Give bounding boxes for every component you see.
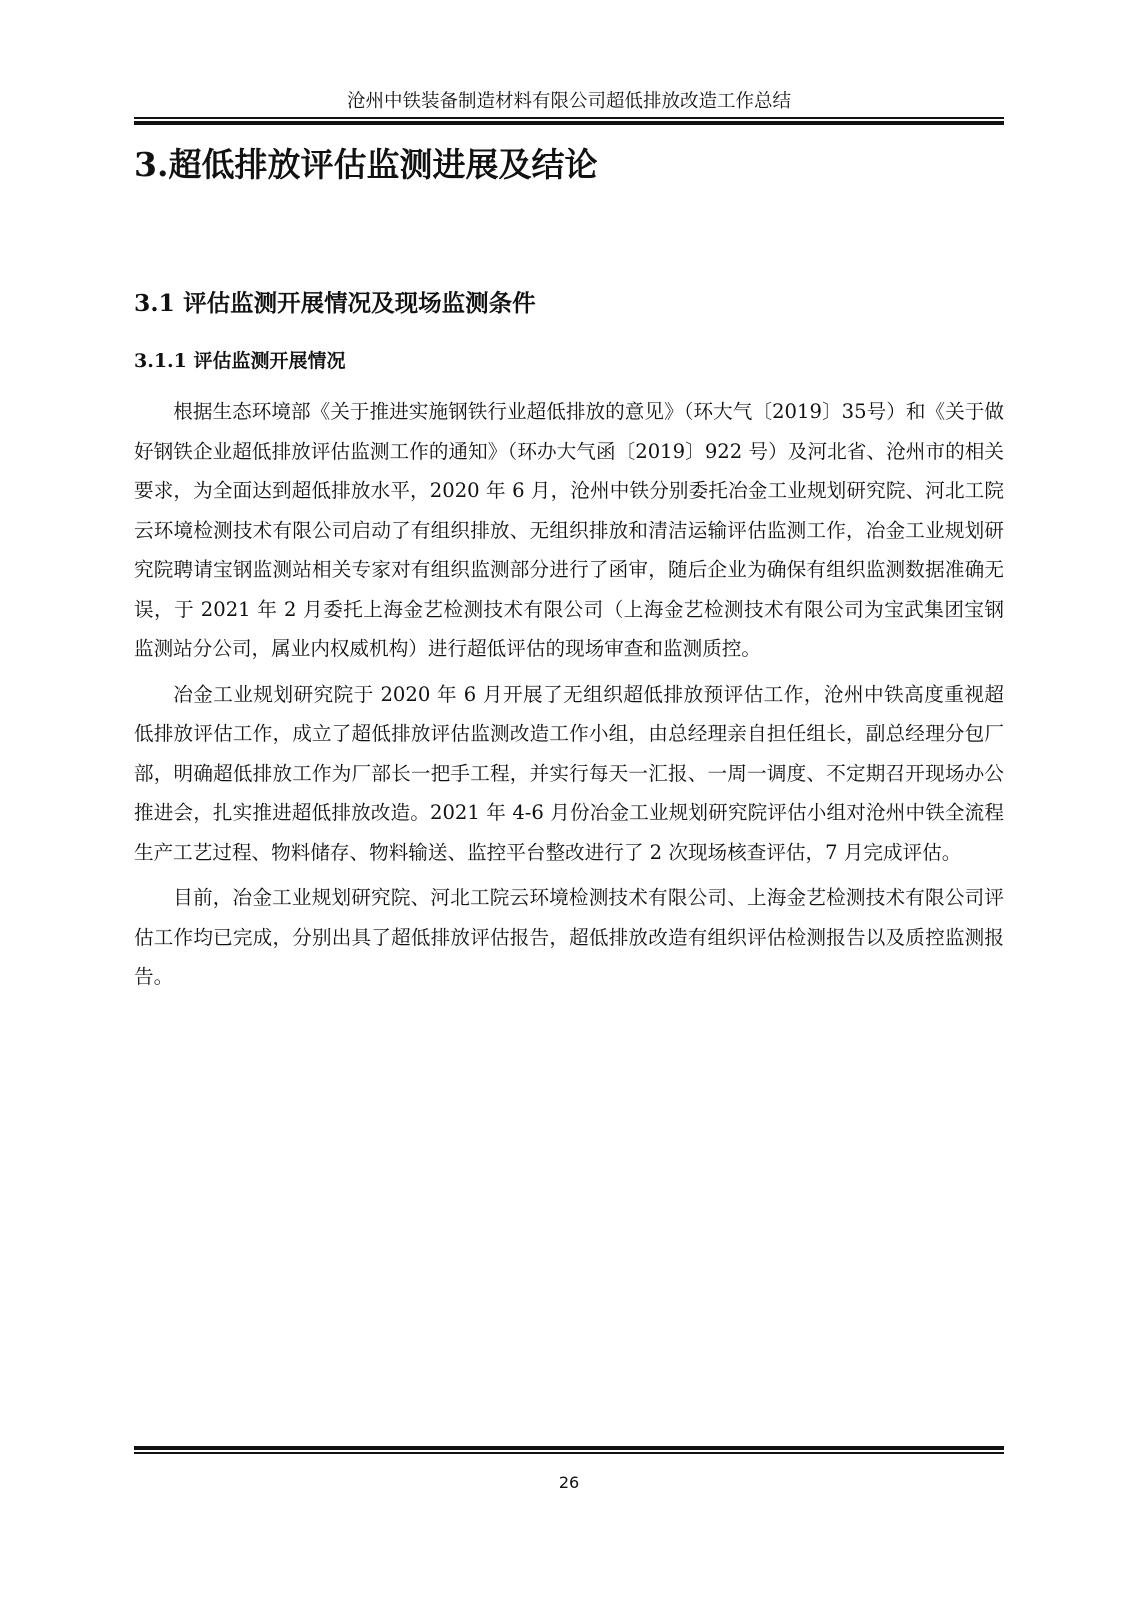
running-header: 沧州中铁装备制造材料有限公司超低排放改造工作总结 [346, 91, 791, 112]
header-rule-thin [134, 117, 1004, 119]
subsubsection-heading: 3.1.1 评估监测开展情况 [134, 350, 346, 372]
body-text [134, 392, 1004, 1003]
footer-rule-thick [134, 1446, 1004, 1450]
footer-rule-thin [134, 1452, 1004, 1454]
paragraph: 目前，冶金工业规划研究院、河北工院云环境检测技术有限公司、上海金艺检测技术有限公司评估工作均已完成，分别出具了超低排放评估报告，超低排放改造有组织评估检测报告以及质控监测报告。 [134, 886, 1004, 988]
section-heading: 3.超低排放评估监测进展及结论 [134, 145, 598, 184]
paragraph: 根据生态环境部《关于推进实施钢铁行业超低排放的意见》（环大气〔2019〕35号）和《关于做好钢铁企业超低排放评估监测工作的通知》（环办大气函〔2019〕922 号）及河北省、沧州市的相关要求，为全面达到超低排放水平，2020 年 6 月，沧州中铁分别委托冶金工业规划研究院、河北工院云环境检测技术有限公司启动了有组织排放、无组织排放和清洁运输评估监测工作，冶金工业规划研究院聘请宝钢监测站相关专家对有组织监测部分进行了函审，随后企业为确保有组织监测数据准确无误，于 2021 年 2 月委托上海金艺检测技术有限公司（上海金艺检测技术有限公司为宝武集团宝钢监测站分公司，属业内权威机构）进行超低评估的现场审查和监测质控。 [134, 400, 1004, 660]
subsection-heading: 3.1 评估监测开展情况及现场监测条件 [134, 289, 536, 317]
page-number: 26 [558, 1473, 580, 1492]
header-rule-thick [134, 121, 1004, 125]
paragraph: 冶金工业规划研究院于 2020 年 6 月开展了无组织超低排放预评估工作，沧州中铁高度重视超低排放评估工作，成立了超低排放评估监测改造工作小组，由总经理亲自担任组长，副总经理分包厂部，明确超低排放工作为厂部长一把手工程，并实行每天一汇报、一周一调度、不定期召开现场办公推进会，扎实推进超低排放改造。2021 年 4-6 月份冶金工业规划研究院评估小组对沧州中铁全流程生产工艺过程、物料储存、物料输送、监控平台整改进行了 2 次现场核查评估，7 月完成评估。 [134, 682, 1004, 864]
